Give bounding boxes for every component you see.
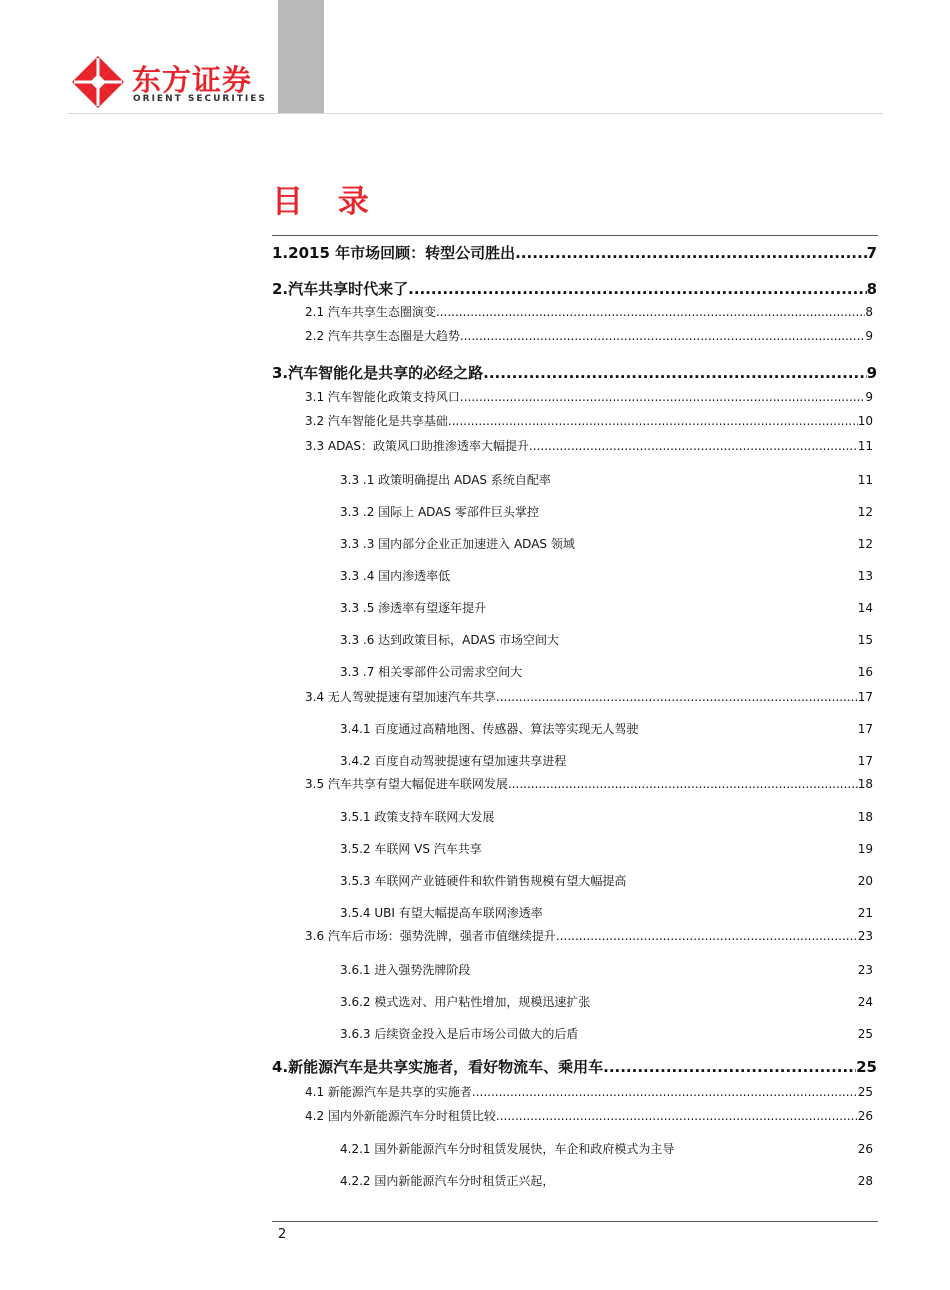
toc-entry-page: 14 xyxy=(857,601,873,615)
toc-entry-3-3-2[interactable] xyxy=(340,504,873,520)
toc-entry-3-6-3[interactable] xyxy=(340,1026,873,1042)
toc-leader-dots xyxy=(472,1084,858,1100)
toc-entry-text: 3.3 .3 国内部分企业正加速进入 ADAS 领域 xyxy=(340,537,575,551)
toc-entry-3-6-1[interactable] xyxy=(340,962,873,978)
toc-entry-page: 25 xyxy=(857,1027,873,1041)
toc-entry-page: 9 xyxy=(866,364,877,382)
toc-entry-text: 3.3 .1 政策明确提出 ADAS 系统自配率 xyxy=(340,473,551,487)
toc-entry-3-6-2[interactable] xyxy=(340,994,873,1010)
toc-entry-text: 3.汽车智能化是共享的必经之路 xyxy=(272,364,484,382)
toc-entry-page: 25 xyxy=(857,1085,873,1099)
toc-entry-text: 3.2 汽车智能化是共享基础 xyxy=(305,414,448,428)
toc-leader-dots xyxy=(436,304,865,320)
logo-english-name: ORIENT SECURITIES xyxy=(133,94,267,104)
toc-entry-3-3-1[interactable] xyxy=(340,472,873,488)
toc-entry-page: 24 xyxy=(857,995,873,1009)
toc-entry-text: 4.2.2 国内新能源汽车分时租赁正兴起， xyxy=(340,1174,555,1188)
toc-entry-text: 1.2015 年市场回顾：转型公司胜出 xyxy=(272,244,516,262)
toc-entry-page: 12 xyxy=(857,537,873,551)
toc-entry-text: 3.5.3 车联网产业链硬件和软件销售规模有望大幅提高 xyxy=(340,874,627,888)
toc-entry-3-3[interactable] xyxy=(305,438,873,454)
toc-leader-dots xyxy=(483,363,866,383)
toc-entry-text: 4.2.1 国外新能源汽车分时租赁发展快，车企和政府模式为主导 xyxy=(340,1142,675,1156)
toc-entry-text: 3.3 .2 国际上 ADAS 零部件巨头掌控 xyxy=(340,505,539,519)
toc-entry-3-3-5[interactable] xyxy=(340,600,873,616)
toc-leader-dots xyxy=(460,328,865,344)
toc-entry-3-2[interactable] xyxy=(305,413,873,429)
toc-entry-page: 15 xyxy=(857,633,873,647)
toc-entry-text: 3.6 汽车后市场：强势洗牌，强者市值继续提升 xyxy=(305,929,556,943)
toc-entry-3-5-4[interactable] xyxy=(340,905,873,921)
toc-entry-2-2[interactable] xyxy=(305,328,873,344)
toc-entry-page: 23 xyxy=(857,963,873,977)
toc-entry-page: 11 xyxy=(857,439,873,453)
toc-entry-text: 3.3 .4 国内渗透率低 xyxy=(340,569,451,583)
toc-entry-page: 28 xyxy=(857,1174,873,1188)
toc-entry-text: 4.新能源汽车是共享实施者，看好物流车、乘用车 xyxy=(272,1058,604,1076)
toc-leader-dots xyxy=(448,413,858,429)
toc-leader-dots xyxy=(529,438,858,454)
toc-top-divider xyxy=(272,235,878,236)
header-gray-band xyxy=(278,0,324,113)
toc-entry-3-3-4[interactable] xyxy=(340,568,873,584)
toc-leader-dots xyxy=(496,689,858,705)
toc-entry-page: 8 xyxy=(865,305,873,319)
header-divider xyxy=(68,113,883,114)
toc-entry-2[interactable] xyxy=(272,279,877,299)
toc-entry-text: 3.5.1 政策支持车联网大发展 xyxy=(340,810,495,824)
toc-entry-page: 25 xyxy=(856,1058,877,1076)
toc-entry-page: 23 xyxy=(857,929,873,943)
toc-entry-text: 3.4.2 百度自动驾驶提速有望加速共享进程 xyxy=(340,754,567,768)
toc-entry-3-5-1[interactable] xyxy=(340,809,873,825)
toc-entry-page: 9 xyxy=(865,329,873,343)
toc-entry-3-5-2[interactable] xyxy=(340,841,873,857)
toc-leader-dots xyxy=(496,1108,858,1124)
toc-entry-text: 4.1 新能源汽车是共享的实施者 xyxy=(305,1085,472,1099)
toc-entry-page: 7 xyxy=(866,244,877,262)
toc-entry-page: 21 xyxy=(857,906,873,920)
toc-entry-4-2-2[interactable] xyxy=(340,1173,873,1189)
orient-securities-logo-icon xyxy=(70,54,126,110)
toc-entry-text: 3.6.2 模式选对、用户粘性增加，规模迅速扩张 xyxy=(340,995,591,1009)
toc-entry-text: 2.汽车共享时代来了 xyxy=(272,280,409,298)
toc-entry-text: 3.6.1 进入强势洗牌阶段 xyxy=(340,963,471,977)
toc-entry-3-3-3[interactable] xyxy=(340,536,873,552)
toc-title: 目 录 xyxy=(272,184,381,220)
toc-entry-text: 3.3 .5 渗透率有望逐年提升 xyxy=(340,601,487,615)
company-logo xyxy=(70,54,267,110)
toc-entry-text: 2.1 汽车共享生态圈演变 xyxy=(305,305,436,319)
toc-entry-text: 3.4 无人驾驶提速有望加速汽车共享 xyxy=(305,690,496,704)
toc-entry-text: 3.5.2 车联网 VS 汽车共享 xyxy=(340,842,482,856)
toc-entry-page: 12 xyxy=(857,505,873,519)
toc-entry-3-5-3[interactable] xyxy=(340,873,873,889)
toc-entry-page: 13 xyxy=(857,569,873,583)
toc-entry-4-2[interactable] xyxy=(305,1108,873,1124)
footer-divider xyxy=(272,1221,878,1222)
toc-entry-page: 8 xyxy=(866,280,877,298)
toc-leader-dots xyxy=(508,776,858,792)
toc-entry-4-1[interactable] xyxy=(305,1084,873,1100)
toc-entry-page: 18 xyxy=(857,777,873,791)
page-number: 2 xyxy=(278,1227,287,1242)
toc-leader-dots xyxy=(515,243,866,263)
toc-entry-page: 17 xyxy=(857,690,873,704)
toc-entry-page: 18 xyxy=(857,810,873,824)
toc-entry-page: 16 xyxy=(857,665,873,679)
toc-entry-3-3-6[interactable] xyxy=(340,632,873,648)
toc-entry-3-4[interactable] xyxy=(305,689,873,705)
toc-entry-page: 17 xyxy=(857,722,873,736)
toc-entry-text: 3.1 汽车智能化政策支持风口 xyxy=(305,390,460,404)
toc-leader-dots xyxy=(460,389,865,405)
toc-entry-text: 3.6.3 后续资金投入是后市场公司做大的后盾 xyxy=(340,1027,579,1041)
toc-leader-dots xyxy=(603,1057,856,1077)
toc-entry-page: 9 xyxy=(865,390,873,404)
toc-entry-3-4-2[interactable] xyxy=(340,753,873,769)
toc-entry-text: 3.3 .6 达到政策目标，ADAS 市场空间大 xyxy=(340,633,560,647)
toc-entry-text: 3.3 ADAS：政策风口助推渗透率大幅提升 xyxy=(305,439,529,453)
toc-entry-2-1[interactable] xyxy=(305,304,873,320)
toc-entry-4-2-1[interactable] xyxy=(340,1141,873,1157)
toc-entry-3-1[interactable] xyxy=(305,389,873,405)
toc-entry-3-6[interactable] xyxy=(305,928,873,944)
toc-entry-3[interactable] xyxy=(272,363,877,383)
toc-entry-text: 3.5.4 UBI 有望大幅提高车联网渗透率 xyxy=(340,906,543,920)
toc-entry-1[interactable] xyxy=(272,243,877,263)
toc-entry-text: 3.5 汽车共享有望大幅促进车联网发展 xyxy=(305,777,508,791)
toc-entry-page: 26 xyxy=(857,1142,873,1156)
logo-chinese-name: 东方证券 xyxy=(132,63,253,97)
toc-entry-4[interactable] xyxy=(272,1057,877,1077)
toc-leader-dots xyxy=(556,928,858,944)
toc-entry-page: 26 xyxy=(857,1109,873,1123)
toc-entry-page: 11 xyxy=(857,473,873,487)
toc-entry-text: 3.3 .7 相关零部件公司需求空间大 xyxy=(340,665,523,679)
toc-entry-3-3-7[interactable] xyxy=(340,664,873,680)
toc-entry-page: 17 xyxy=(857,754,873,768)
toc-entry-text: 3.4.1 百度通过高精地图、传感器、算法等实现无人驾驶 xyxy=(340,722,639,736)
toc-entry-text: 4.2 国内外新能源汽车分时租赁比较 xyxy=(305,1109,496,1123)
toc-entry-3-4-1[interactable] xyxy=(340,721,873,737)
toc-entry-text: 2.2 汽车共享生态圈是大趋势 xyxy=(305,329,460,343)
toc-entry-page: 20 xyxy=(857,874,873,888)
toc-leader-dots xyxy=(408,279,866,299)
toc-entry-3-5[interactable] xyxy=(305,776,873,792)
toc-entry-page: 10 xyxy=(857,414,873,428)
toc-entry-page: 19 xyxy=(857,842,873,856)
